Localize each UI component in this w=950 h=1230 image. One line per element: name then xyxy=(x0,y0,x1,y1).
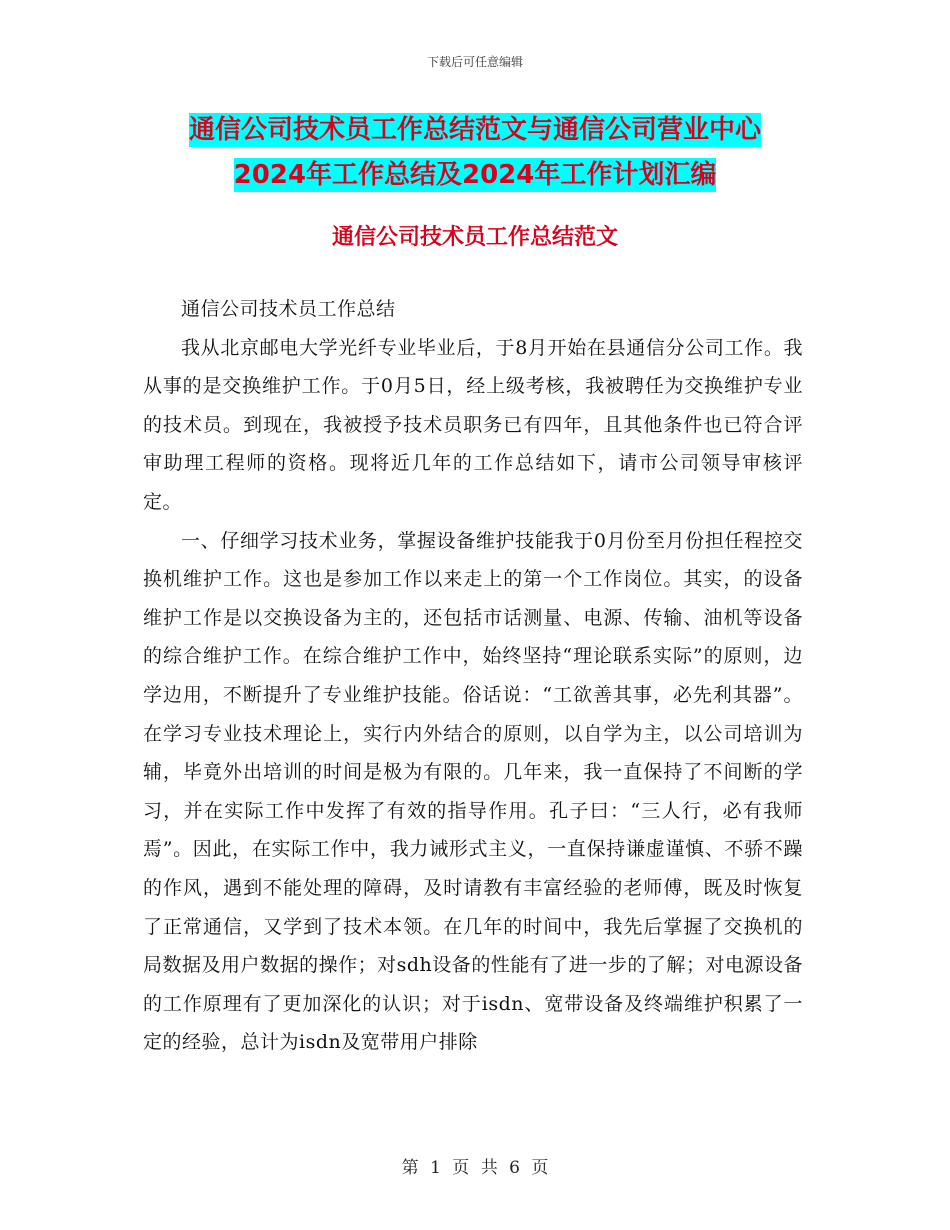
paragraph-subheading: 通信公司技术员工作总结 xyxy=(181,298,396,320)
paragraph-section-one: 一、仔细学习技术业务，掌握设备维护技能我于0月份至月份担任程控交换机维护工作。这也是参加工作以来走上的第一个工作岗位。其实，的设备维护工作是以交换设备为主的，还包括市话测量、电源、传输、油机等设备的综合维护工作。在综合维护工作中，始终坚持“理论联系实际”的原则，边学边用，不断提升了专业维护技能。俗话说：“工欲善其事，必先利其器”。在学习专业技术理论上，实行内外结合的原则，以自学为主，以公司培训为辅，毕竟外出培训的时间是极为有限的。几年来，我一直保持了不间断的学习，并在实际工作中发挥了有效的指导作用。孔子曰：“三人行，必有我师焉”。因此，在实际工作中，我力诫形式主义，一直保持谦虚谨慎、不骄不躁的作风，遇到不能处理的障碍，及时请教有丰富经验的老师傅，既及时恢复了正常通信，又学到了技术本领。在几年的时间中，我先后掌握了交换机的局数据及用户数据的操作；对sdh设备的性能有了进一步的了解；对电源设备的工作原理有了更加深化的认识；对于isdn、宽带设备及终端维护积累了一定的经验，总计为isdn及宽带用户排除 xyxy=(143,529,803,1054)
document-body xyxy=(143,290,803,1062)
section-title: 通信公司技术员工作总结范文 xyxy=(331,225,618,250)
header-note: 下载后可任意编辑 xyxy=(426,55,523,69)
document-title-line-2 xyxy=(0,155,950,195)
document-title-line-2-text: 2024年工作总结及2024年工作计划汇编 xyxy=(233,160,717,190)
page-number-footer: 第 1 页 共 6 页 xyxy=(401,1158,549,1178)
document-title-line-1 xyxy=(0,110,950,150)
document-title-line-1-text: 通信公司技术员工作总结范文与通信公司营业中心 xyxy=(188,115,761,145)
paragraph-intro: 我从北京邮电大学光纤专业毕业后，于8月开始在县通信分公司工作。我从事的是交换维护工作。于0月5日，经上级考核，我被聘任为交换维护专业的技术员。到现在，我被授予技术员职务已有四年，且其他条件也已符合评审助理工程师的资格。现将近几年的工作总结如下，请市公司领导审核评定。 xyxy=(143,336,803,513)
